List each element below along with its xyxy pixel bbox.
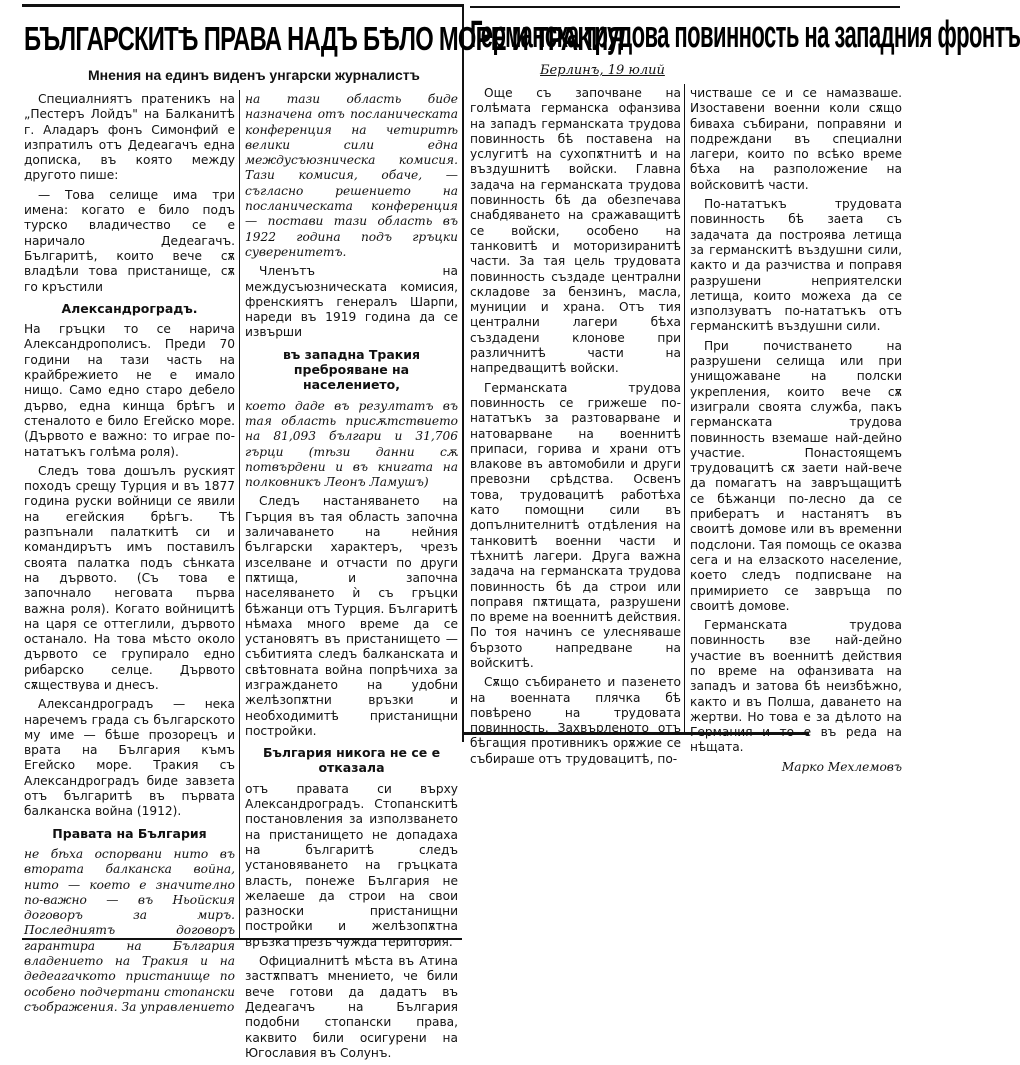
paragraph: Александроградъ — нека наречемъ града съ българското му име — бѣше прозорецъ и врата на България къмъ Егейско море. Тракия съ Александроградъ биде завзета отъ българитѣ въ първата балканска война (1912). (24, 697, 235, 819)
left-article-column-2 (245, 92, 458, 1065)
left-article-column-1 (24, 92, 235, 1019)
paragraph: Специалниятъ пратеникъ на „Пестеръ Лойдъ" на Балканитѣ г. Аладаръ фонъ Симонфий е изпратилъ отъ Дедеагачъ една дописка, въ която между другото пише: (24, 92, 235, 183)
dateline: Берлинъ, 19 юлий (540, 63, 665, 78)
left-headline: БЪЛГАРСКИТѢ ПРАВА НАДЪ БѢЛО МОРЕ И ТРАКИЯ (24, 20, 624, 57)
paragraph: Сѫщо събирането и пазенето на военната плячка бѣ повѣрено на трудовата повинность. Захвърленото отъ бѣгащия противникъ орѫжие се събираше отъ трудовацитѣ, по- (470, 675, 681, 766)
article-divider (462, 4, 464, 742)
top-rule-right (470, 6, 900, 8)
subheading: България никога не се е отказала (262, 745, 441, 776)
paragraph: По-нататъкъ трудовата повинность бѣ заета съ задачата да построява летища за германскитѣ въздушни сили, както и да разчиства и поправя разрушени неприятелски летища, които можеха да се използуватъ по-нататъкъ отъ германскитѣ въздушни сили. (690, 197, 902, 334)
right-article-column-1 (470, 86, 681, 771)
right-article-column-2 (690, 86, 902, 779)
paragraph: Следъ това дошълъ руският походъ срещу Турция и въ 1877 година руски войници се явили на егейския брѣгъ. Тѣ разпънали палаткитѣ си и командирътъ имъ поставилъ своята палатка подъ сѣнката на дървото. (Съ това е започнало неговата първа важна роля). Когато войницитѣ на царя се оттеглили, дървото останало. На това мѣсто около дървото се групирало едно рибарско селце. Дървото сѫществува и днесъ. (24, 463, 235, 692)
paragraph: При почистването на разрушени селища или при унищожаване на полски укрепления, които вече сѫ изиграли своята служба, пакъ германската трудова повинность вземаше най-дейно участие. Понастоящемъ трудовацитѣ сѫ заети най-вече да помагатъ на завръщащитѣ се бѣжанци по-лесно да се прибератъ и настанятъ въ своитѣ домове или въ временни подслони. Тая помощь се оказва сега и на елзаското население, което следъ подписване на примирието се завръща по своитѣ домове. (690, 338, 902, 613)
paragraph: Следъ настаняването на Гърция въ тая область започна заличаването на нейния български характеръ, чрезъ изселване и отчасти по други пѫтища, и започна населяването ѝ съ гръцки бѣжанци отъ Турция. Българитѣ нѣмаха много време да се установятъ въ пристанището — събитията следъ балканската и свѣтовната война попрѣчиха за изграждането на удобни желѣзопѫтни връзки и необходимитѣ пристанищни постройки. (245, 494, 458, 738)
paragraph: — Това селище има три имена: когато е било подъ турско владичество се е наричало Дедеагачъ. Българитѣ, които вече сѫ владѣли това пристанище, сѫ го кръстили (24, 187, 235, 294)
top-rule-left (22, 4, 462, 7)
left-subheadline: Мнения на единъ виденъ унгарски журналистъ (88, 67, 420, 83)
author-signature: Марко Мехлемовъ (781, 759, 902, 774)
subheading: Александроградъ. (61, 300, 198, 316)
left-column-divider (239, 90, 240, 938)
paragraph: на тази область биде назначена отъ посланическата конференция на четиритѣ велики сили една междусъюзническа комисия. Тази комисия, обаче, — съгласно решението на посланическата конференция — постави тази область въ 1922 година подъ гръцки суверенитетъ. (245, 92, 458, 259)
paragraph: което даде въ резултатъ въ тая область присѫтствието на 81,093 българи и 31,706 гърци (тѣзи данни сѫ потвърдени и въ книгата на полковникъ Леонъ Ламушъ) (245, 398, 458, 490)
right-column-divider (684, 84, 685, 734)
paragraph: Още съ започване на голѣмата германска офанзива на западъ германската трудова повинность бѣ поставена на услугитѣ на сухопѫтнитѣ и на въздушнитѣ войски. Главна задача на германската трудова повинность бѣ да обезпечава снабдяването на сражаващитѣ се войски, особено на танковитѣ и моторизиранитѣ части. За тая цель трудовата повинность създаде централни складове за бензинъ, масла, муниции и храна. Отъ тия централни лагери бѣха създадени клонове при различнитѣ части на напредващитѣ войски. (470, 86, 681, 376)
paragraph: Германската трудова повинность се грижеше по-нататъкъ за разтоварване и натоварване на военнитѣ припаси, горива и храни отъ влакове въ автомобили и други превозни срѣдства. Освенъ това, трудовацитѣ работѣха като помощни сили въ допълнителнитѣ отдѣления на танковитѣ военни части и тѣхнитѣ лагери. Друга важна задача на германската трудова повинность бѣ да строи или поправя пѫтищата, разрушени по време на военнитѣ действия. По тоя начинъ се улесняваше бързото напредване на войскитѣ. (470, 380, 681, 670)
paragraph: чистваше се и се намазваше. Изоставени военни коли сѫщо биваха събирани, поправяни и подреждани въ специални лагери, които по всѣко време бѣха на разположение на войсковитѣ части. (690, 86, 902, 192)
paragraph: отъ правата си върху Александроградъ. Стопанскитѣ постановления за използването на пристанището не допадаха на българитѣ следъ установяването на гръцката власть, понеже България не желаеше да строи на свои разноски пристанищни постройки и желѣзопѫтна връзка презъ чужда територия. (245, 781, 458, 949)
paragraph: Официалнитѣ мѣста въ Атина застѫпватъ мнението, че били вече готови да дадатъ въ Дедеагачъ на България подобни стопански права, каквито били осигурени на Югославия въ Солунъ. (245, 954, 458, 1060)
subheading: въ западна Тракия преброяване на населението, (282, 346, 421, 393)
paragraph: На гръцки то се нарича Александрополисъ. Преди 70 години на тази часть на крайбрежието не е имало нищо. Само едно старо дебело дърво, една кинща брѣгъ и стеналото е било Егейско море. (Дървото е важно: то играе по-нататъкъ голѣма роля). (24, 322, 235, 459)
paragraph: Членътъ на междусъюзническата комисия, френскиятъ генералъ Шарпи, нареди въ 1919 година да се извърши (245, 264, 458, 340)
right-headline: Германска трудова повинность на западния фронтъ (470, 14, 1020, 56)
paragraph: не бѣха оспорвани нито въ втората балканска война, нито — което е значително по-важно — въ Ньойския договоръ за миръ. Последниятъ договоръ гарантира на България владението на Тракия и на дедеагачкото пристанище по особено подчертани стопански съображения. За управлението (24, 846, 235, 1014)
subheading: Правата на България (52, 825, 207, 841)
paragraph: Германската трудова повинность взе най-дейно участие въ военнитѣ действия по време на офанзивата на западъ и затова бѣ неизбѣжно, както и въ Полша, даването на жертви. Но това е за дѣлото на Германия и то е въ реда на нѣщата. (690, 618, 902, 755)
